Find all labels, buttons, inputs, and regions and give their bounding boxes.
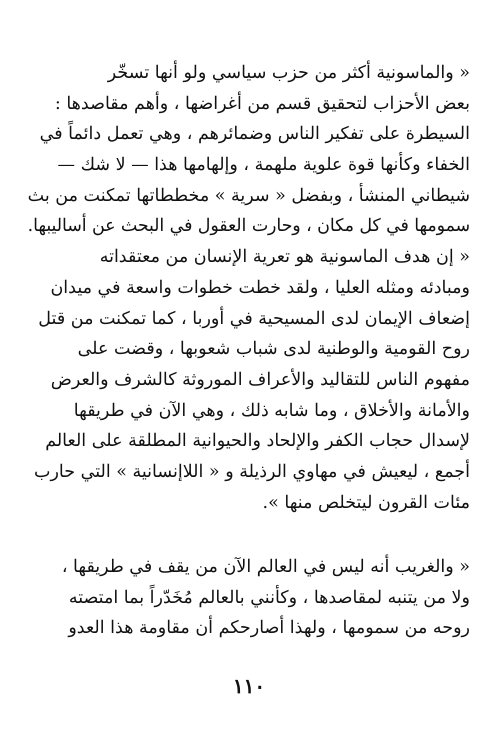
- text-line: ومبادئه ومثله العليا ، ولقد خطت خطوات واسعة في ميدان: [50, 277, 470, 298]
- text-line: مئات القرون ليتخلص منها ».: [262, 492, 470, 513]
- text-line: لإسدال حجاب الكفر والإلحاد والحيوانية المطلقة على العالم: [45, 431, 470, 452]
- text-line: شيطاني المنشأ ، وبفضل « سرية » مخططاتها تمكنت من بث: [27, 185, 470, 206]
- text-line: الخفاء وكأنها قوة علوية ملهمة ، وإلهامها هذا — لا شك —: [57, 155, 470, 176]
- text-line: أجمع ، ليعيش في مهاوي الرذيلة و « اللاإنسانية » التي حارب: [33, 461, 470, 482]
- text-line: والأمانة والأخلاق ، وما شابه ذلك ، وهي الآن في طريقها: [73, 400, 470, 421]
- text-line: بعض الأحزاب لتحقيق قسم من أغراضها ، وأهم مقاصدها :: [54, 93, 470, 114]
- text-line: روحه من سمومها ، ولهذا أصارحكم أن مقاومة هذا العدو: [68, 618, 470, 639]
- text-line: مفهوم الناس للتقاليد والأعراف الموروثة كالشرف والعرض: [50, 369, 470, 390]
- text-line: « والغريب أنه ليس في العالم الآن من يقف في طريقها ،: [61, 557, 470, 577]
- text-line: « إن هدف الماسونية هو تعرية الإنسان من معتقداته: [99, 247, 470, 268]
- body-text-lower: [22, 552, 470, 644]
- page-number: ١١٠: [232, 674, 266, 698]
- text-line: ولا من يتنبه لمقاصدها ، وكأنني بالعالم مُخَدّراً بما امتصته: [68, 587, 470, 608]
- text-line: « والماسونية أكثر من حزب سياسي ولو أنها تسخّر: [107, 63, 470, 83]
- body-text-upper: [22, 58, 470, 518]
- text-line: سمومها في كل مكان ، وحارت العقول في البحث عن أساليبها.: [27, 216, 470, 237]
- text-line: السيطرة على تفكير الناس وضمائرهم ، وهي تعمل دائماً في: [39, 124, 470, 145]
- text-line: إضعاف الإيمان لدى المسيحية في أوربا ، كما تمكنت من قتل: [38, 308, 470, 329]
- text-line: روح القومية والوطنية لدى شباب شعوبها ، وقضت على: [77, 339, 470, 360]
